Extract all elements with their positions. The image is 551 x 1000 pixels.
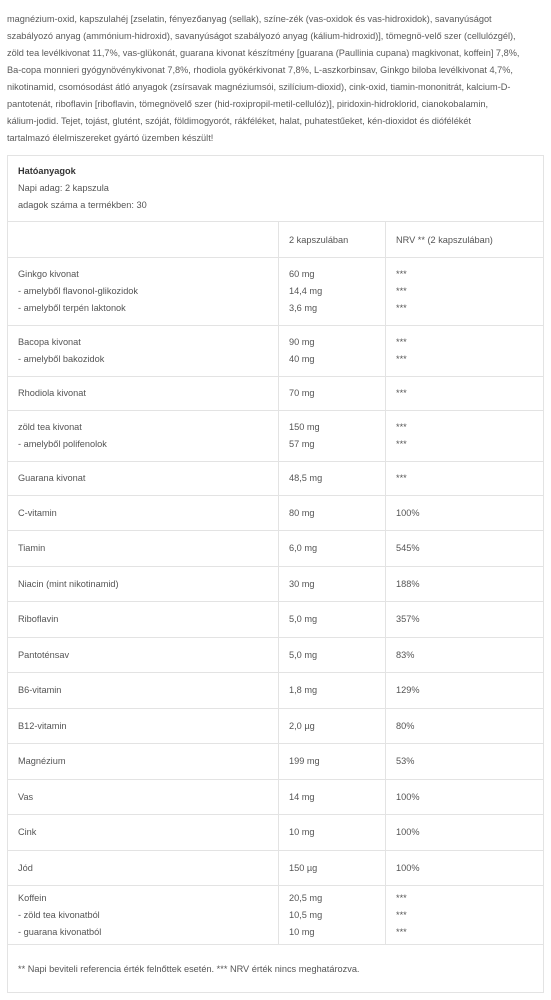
ingredient-amount-cell bbox=[279, 258, 386, 326]
ingredient-nrv: 100% bbox=[396, 791, 420, 802]
ingredient-nrv: 100% bbox=[396, 827, 420, 837]
ingredient-amount: 70 mg bbox=[289, 388, 315, 398]
ingredient-amount: 14 mg bbox=[289, 791, 315, 802]
ingredient-amount: 6,0 mg bbox=[289, 543, 318, 553]
ingredient-name-cell bbox=[8, 815, 279, 851]
ingredient-nrv: 129% bbox=[396, 685, 420, 695]
table-row bbox=[8, 531, 544, 567]
ingredient-name: Rhodiola kivonat bbox=[18, 388, 86, 398]
ingredient-amount: 10,5 mg bbox=[289, 909, 323, 920]
ingredient-nrv-cell bbox=[386, 326, 544, 377]
ingredients-line: nikotinamid, csomósodást átló anyagok (zsírsavak magnéziumsói, szilícium-dioxid), cink-oxid, tiamin-mononitrát, kalcium-D- bbox=[7, 82, 511, 92]
ingredients-line: magnézium-oxid, kapszulahéj [zselatin, fényezőanyag (sellak), színe-zék (vas-oxidok és vas-hidroxidok), savanyúságot bbox=[7, 14, 492, 24]
ingredient-amount-cell bbox=[279, 709, 386, 744]
table-row bbox=[8, 673, 544, 709]
table-row bbox=[8, 326, 544, 377]
ingredient-amount-cell bbox=[279, 531, 386, 567]
ingredient-name: B6-vitamin bbox=[18, 685, 62, 695]
table-row bbox=[8, 567, 544, 602]
table-title: Hatóanyagok bbox=[18, 166, 76, 176]
ingredient-name-cell bbox=[8, 673, 279, 709]
ingredient-nrv: 100% bbox=[396, 862, 420, 873]
ingredient-amount: 3,6 mg bbox=[289, 303, 318, 313]
ingredient-nrv-cell bbox=[386, 673, 544, 709]
table-row bbox=[8, 744, 544, 780]
ingredient-amount-cell bbox=[279, 496, 386, 531]
ingredient-nrv-cell bbox=[386, 411, 544, 462]
ingredient-name: - amelyből polifenolok bbox=[18, 439, 107, 449]
footnote-row bbox=[8, 945, 544, 993]
ingredient-nrv-cell bbox=[386, 780, 544, 815]
ingredient-nrv: *** bbox=[396, 337, 407, 347]
ingredient-nrv-cell bbox=[386, 602, 544, 638]
ingredient-name: - amelyből bakozidok bbox=[18, 354, 105, 364]
ingredient-nrv-cell bbox=[386, 851, 544, 886]
ingredient-amount: 199 mg bbox=[289, 756, 320, 766]
ingredient-name-cell bbox=[8, 744, 279, 780]
table-row bbox=[8, 709, 544, 744]
ingredient-name: Pantoténsav bbox=[18, 649, 70, 660]
ingredient-name-cell bbox=[8, 780, 279, 815]
ingredient-nrv: *** bbox=[396, 473, 407, 483]
ingredient-name: Bacopa kivonat bbox=[18, 337, 81, 347]
ingredient-name: Jód bbox=[18, 862, 33, 873]
column-header-nrv: NRV ** (2 kapszulában) bbox=[386, 222, 544, 258]
ingredient-name: Vas bbox=[18, 791, 34, 802]
ingredient-name-cell bbox=[8, 567, 279, 602]
ingredient-name-cell bbox=[8, 462, 279, 496]
ingredient-amount-cell bbox=[279, 673, 386, 709]
ingredient-nrv-cell bbox=[386, 567, 544, 602]
ingredient-amount: 150 µg bbox=[289, 862, 318, 873]
ingredient-name-cell bbox=[8, 377, 279, 411]
ingredient-nrv-cell bbox=[386, 709, 544, 744]
ingredient-amount: 150 mg bbox=[289, 422, 320, 432]
ingredients-line: zöld tea levélkivonat 11,7%, vas-glükonát, guarana kivonat készítmény [guarana (Paullinia cupana) magkivonat, koffein] 7,8%, bbox=[7, 48, 520, 58]
ingredient-name-cell bbox=[8, 709, 279, 744]
daily-dose: Napi adag: 2 kapszula bbox=[18, 183, 109, 193]
ingredient-name: Ginkgo kivonat bbox=[18, 269, 79, 279]
table-row bbox=[8, 602, 544, 638]
ingredient-amount-cell bbox=[279, 851, 386, 886]
ingredient-name-cell bbox=[8, 531, 279, 567]
ingredient-amount: 5,0 mg bbox=[289, 614, 318, 624]
ingredient-name-cell bbox=[8, 602, 279, 638]
ingredients-line: kálium-jodid. Tejet, tojást, glutént, szóját, földimogyorót, rákféléket, halat, puhatestűeket, kén-dioxidot és diófélékét bbox=[7, 116, 472, 126]
footnote: ** Napi beviteli referencia érték felnőttek esetén. *** NRV érték nincs meghatározva. bbox=[8, 945, 544, 993]
ingredient-amount-cell bbox=[279, 815, 386, 851]
ingredient-name: Koffein bbox=[18, 892, 47, 903]
table-row bbox=[8, 462, 544, 496]
ingredient-nrv-cell bbox=[386, 744, 544, 780]
table-row bbox=[8, 638, 544, 673]
ingredient-nrv: *** bbox=[396, 439, 407, 449]
ingredients-line: Ba-copa monnieri gyógynövénykivonat 7,8%, rhodiola gyökérkivonat 7,8%, L-aszkorbinsav, Ginkgo biloba levélkivonat 4,7%, bbox=[7, 65, 513, 75]
ingredient-amount-cell bbox=[279, 886, 386, 945]
ingredient-name: Riboflavin bbox=[18, 614, 59, 624]
ingredients-text bbox=[7, 11, 543, 147]
ingredient-nrv-cell bbox=[386, 462, 544, 496]
ingredients-line: tartalmazó élelmiszereket gyártó üzemben készült! bbox=[7, 133, 214, 143]
table-row bbox=[8, 851, 544, 886]
ingredient-nrv: *** bbox=[396, 909, 407, 920]
ingredient-nrv-cell bbox=[386, 496, 544, 531]
ingredient-name: B12-vitamin bbox=[18, 720, 67, 731]
ingredient-name-cell bbox=[8, 326, 279, 377]
ingredient-nrv: *** bbox=[396, 926, 407, 937]
table-row bbox=[8, 496, 544, 531]
ingredient-name-cell bbox=[8, 851, 279, 886]
ingredient-name: - guarana kivonatból bbox=[18, 926, 102, 937]
ingredient-nrv: 545% bbox=[396, 543, 420, 553]
ingredient-amount-cell bbox=[279, 326, 386, 377]
table-row bbox=[8, 258, 544, 326]
ingredient-name: Guarana kivonat bbox=[18, 473, 86, 483]
table-header-cell bbox=[8, 156, 544, 222]
column-header-row bbox=[8, 222, 544, 258]
ingredient-nrv-cell bbox=[386, 531, 544, 567]
ingredient-nrv: *** bbox=[396, 388, 407, 398]
ingredient-amount: 90 mg bbox=[289, 337, 315, 347]
ingredient-amount: 5,0 mg bbox=[289, 649, 318, 660]
ingredient-nrv: 357% bbox=[396, 614, 420, 624]
ingredient-amount: 1,8 mg bbox=[289, 685, 318, 695]
ingredient-amount-cell bbox=[279, 780, 386, 815]
ingredient-amount-cell bbox=[279, 411, 386, 462]
table-row bbox=[8, 886, 544, 945]
column-header-empty bbox=[8, 222, 279, 258]
ingredient-amount: 40 mg bbox=[289, 354, 315, 364]
ingredient-nrv: 83% bbox=[396, 649, 415, 660]
ingredient-amount: 48,5 mg bbox=[289, 473, 323, 483]
ingredient-nrv-cell bbox=[386, 377, 544, 411]
table-row bbox=[8, 411, 544, 462]
ingredient-nrv: *** bbox=[396, 354, 407, 364]
nutrition-table bbox=[7, 155, 544, 993]
ingredient-amount: 57 mg bbox=[289, 439, 315, 449]
ingredient-name: zöld tea kivonat bbox=[18, 422, 82, 432]
ingredient-name: Niacin (mint nikotinamid) bbox=[18, 578, 119, 589]
ingredient-amount: 80 mg bbox=[289, 507, 315, 518]
ingredient-name-cell bbox=[8, 258, 279, 326]
ingredient-amount-cell bbox=[279, 602, 386, 638]
ingredient-name-cell bbox=[8, 411, 279, 462]
ingredient-nrv: 100% bbox=[396, 507, 420, 518]
ingredient-amount: 20,5 mg bbox=[289, 892, 323, 903]
ingredient-nrv: 53% bbox=[396, 756, 415, 766]
table-row bbox=[8, 377, 544, 411]
ingredient-amount: 10 mg bbox=[289, 827, 315, 837]
ingredient-nrv-cell bbox=[386, 886, 544, 945]
table-row bbox=[8, 815, 544, 851]
ingredient-name: C-vitamin bbox=[18, 507, 57, 518]
ingredient-nrv-cell bbox=[386, 815, 544, 851]
table-header-row bbox=[8, 156, 544, 222]
ingredient-nrv: *** bbox=[396, 286, 407, 296]
ingredient-amount-cell bbox=[279, 638, 386, 673]
ingredient-name: Cink bbox=[18, 827, 37, 837]
ingredient-nrv: *** bbox=[396, 422, 407, 432]
ingredient-amount: 30 mg bbox=[289, 578, 315, 589]
ingredient-name-cell bbox=[8, 886, 279, 945]
ingredient-nrv: *** bbox=[396, 269, 407, 279]
ingredient-name-cell bbox=[8, 638, 279, 673]
ingredient-nrv-cell bbox=[386, 258, 544, 326]
ingredient-amount: 60 mg bbox=[289, 269, 315, 279]
ingredient-amount-cell bbox=[279, 744, 386, 780]
ingredient-amount-cell bbox=[279, 377, 386, 411]
ingredient-amount: 10 mg bbox=[289, 926, 315, 937]
ingredient-nrv-cell bbox=[386, 638, 544, 673]
table-row bbox=[8, 780, 544, 815]
ingredient-amount-cell bbox=[279, 567, 386, 602]
ingredient-name: - amelyből flavonol-glikozidok bbox=[18, 286, 139, 296]
ingredient-nrv: *** bbox=[396, 303, 407, 313]
ingredient-amount: 14,4 mg bbox=[289, 286, 323, 296]
ingredients-line: szabályozó anyag (ammónium-hidroxid), savanyúságot szabályozó anyag (kálium-hidroxid)], tömegnö-velő szer (cellulózgél), bbox=[7, 31, 516, 41]
ingredients-line: pantotenát, riboflavin [riboflavin, tömegnövelő szer (hid-roxipropil-metil-cellulóz)], piridoxin-hidroklorid, cianokobalamin, bbox=[7, 99, 489, 109]
column-header-amount: 2 kapszulában bbox=[279, 222, 386, 258]
ingredient-name-cell bbox=[8, 496, 279, 531]
ingredient-nrv: *** bbox=[396, 892, 407, 903]
ingredient-amount-cell bbox=[279, 462, 386, 496]
ingredient-amount: 2,0 µg bbox=[289, 720, 315, 731]
ingredient-name: Tiamin bbox=[18, 543, 46, 553]
servings-count: adagok száma a termékben: 30 bbox=[18, 200, 147, 210]
ingredient-name: Magnézium bbox=[18, 756, 66, 766]
ingredient-name: - amelyből terpén laktonok bbox=[18, 303, 126, 313]
ingredient-name: - zöld tea kivonatból bbox=[18, 909, 100, 920]
ingredient-nrv: 188% bbox=[396, 578, 420, 589]
ingredient-nrv: 80% bbox=[396, 720, 415, 731]
